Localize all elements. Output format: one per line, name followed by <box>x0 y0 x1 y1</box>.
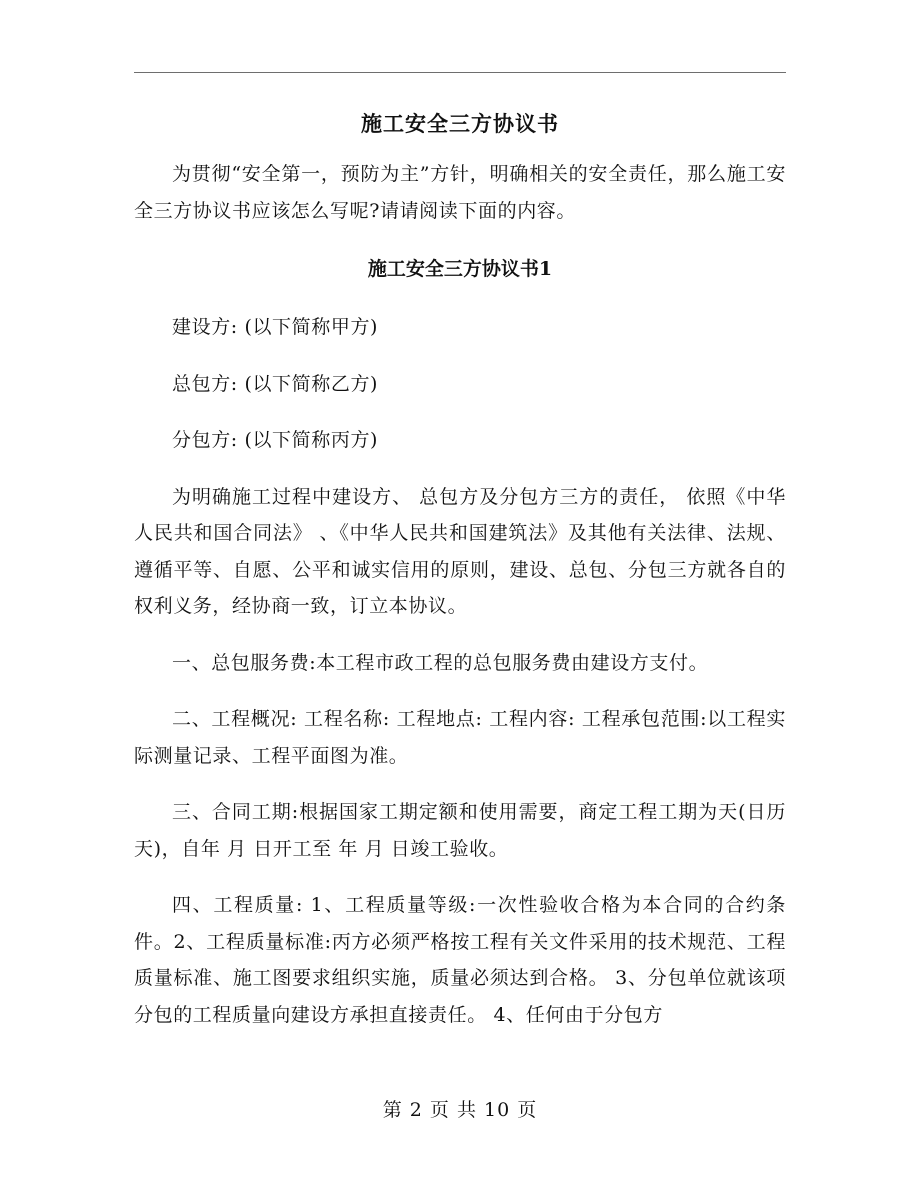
clause-1: 一、总包服务费:本工程市政工程的总包服务费由建设方支付。 <box>172 651 709 674</box>
clause-4: 四、工程质量: 1、工程质量等级:一次性验收合格为本合同的合约条件。2、工程质量标准:丙方必须严格按工程有关文件采用的技术规范、工程质量标准、施工图要求组织实施，质量必须达到合格。 3、分包单位就该项分包的工程质量向建设方承担直接责任。 4、任何由于分包方 <box>134 894 786 1026</box>
header-rule <box>134 72 786 73</box>
preamble-paragraph: 为明确施工过程中建设方、 总包方及分包方三方的责任， 依照《中华人民共和国合同法》 、《中华人民共和国建筑法》及其他有关法律、法规、遵循平等、自愿、公平和诚实信用的原则，建设、总包、分包三方就各自的权利义务，经协商一致，订立本协议。 <box>134 485 786 617</box>
party-a-line: 建设方: (以下简称甲方) <box>172 316 379 338</box>
clause-2: 二、工程概况: 工程名称: 工程地点: 工程内容: 工程承包范围:以工程实际测量记录、工程平面图为准。 <box>134 708 786 767</box>
party-c-line: 分包方: (以下简称丙方) <box>172 429 379 451</box>
document-body <box>134 104 786 1045</box>
page-number-footer: 第 2 页 共 10 页 <box>382 1099 538 1121</box>
party-b-line: 总包方: (以下简称乙方) <box>172 372 379 395</box>
section-subtitle: 施工安全三方协议书1 <box>367 258 553 280</box>
document-title: 施工安全三方协议书 <box>361 111 559 136</box>
intro-paragraph: 为贯彻“安全第一，预防为主”方针，明确相关的安全责任，那么施工安全三方协议书应该怎么写呢?请请阅读下面的内容。 <box>134 163 786 222</box>
clause-3: 三、合同工期:根据国家工期定额和使用需要，商定工程工期为天(日历天)，自年 月 日开工至 年 月 日竣工验收。 <box>134 801 786 860</box>
